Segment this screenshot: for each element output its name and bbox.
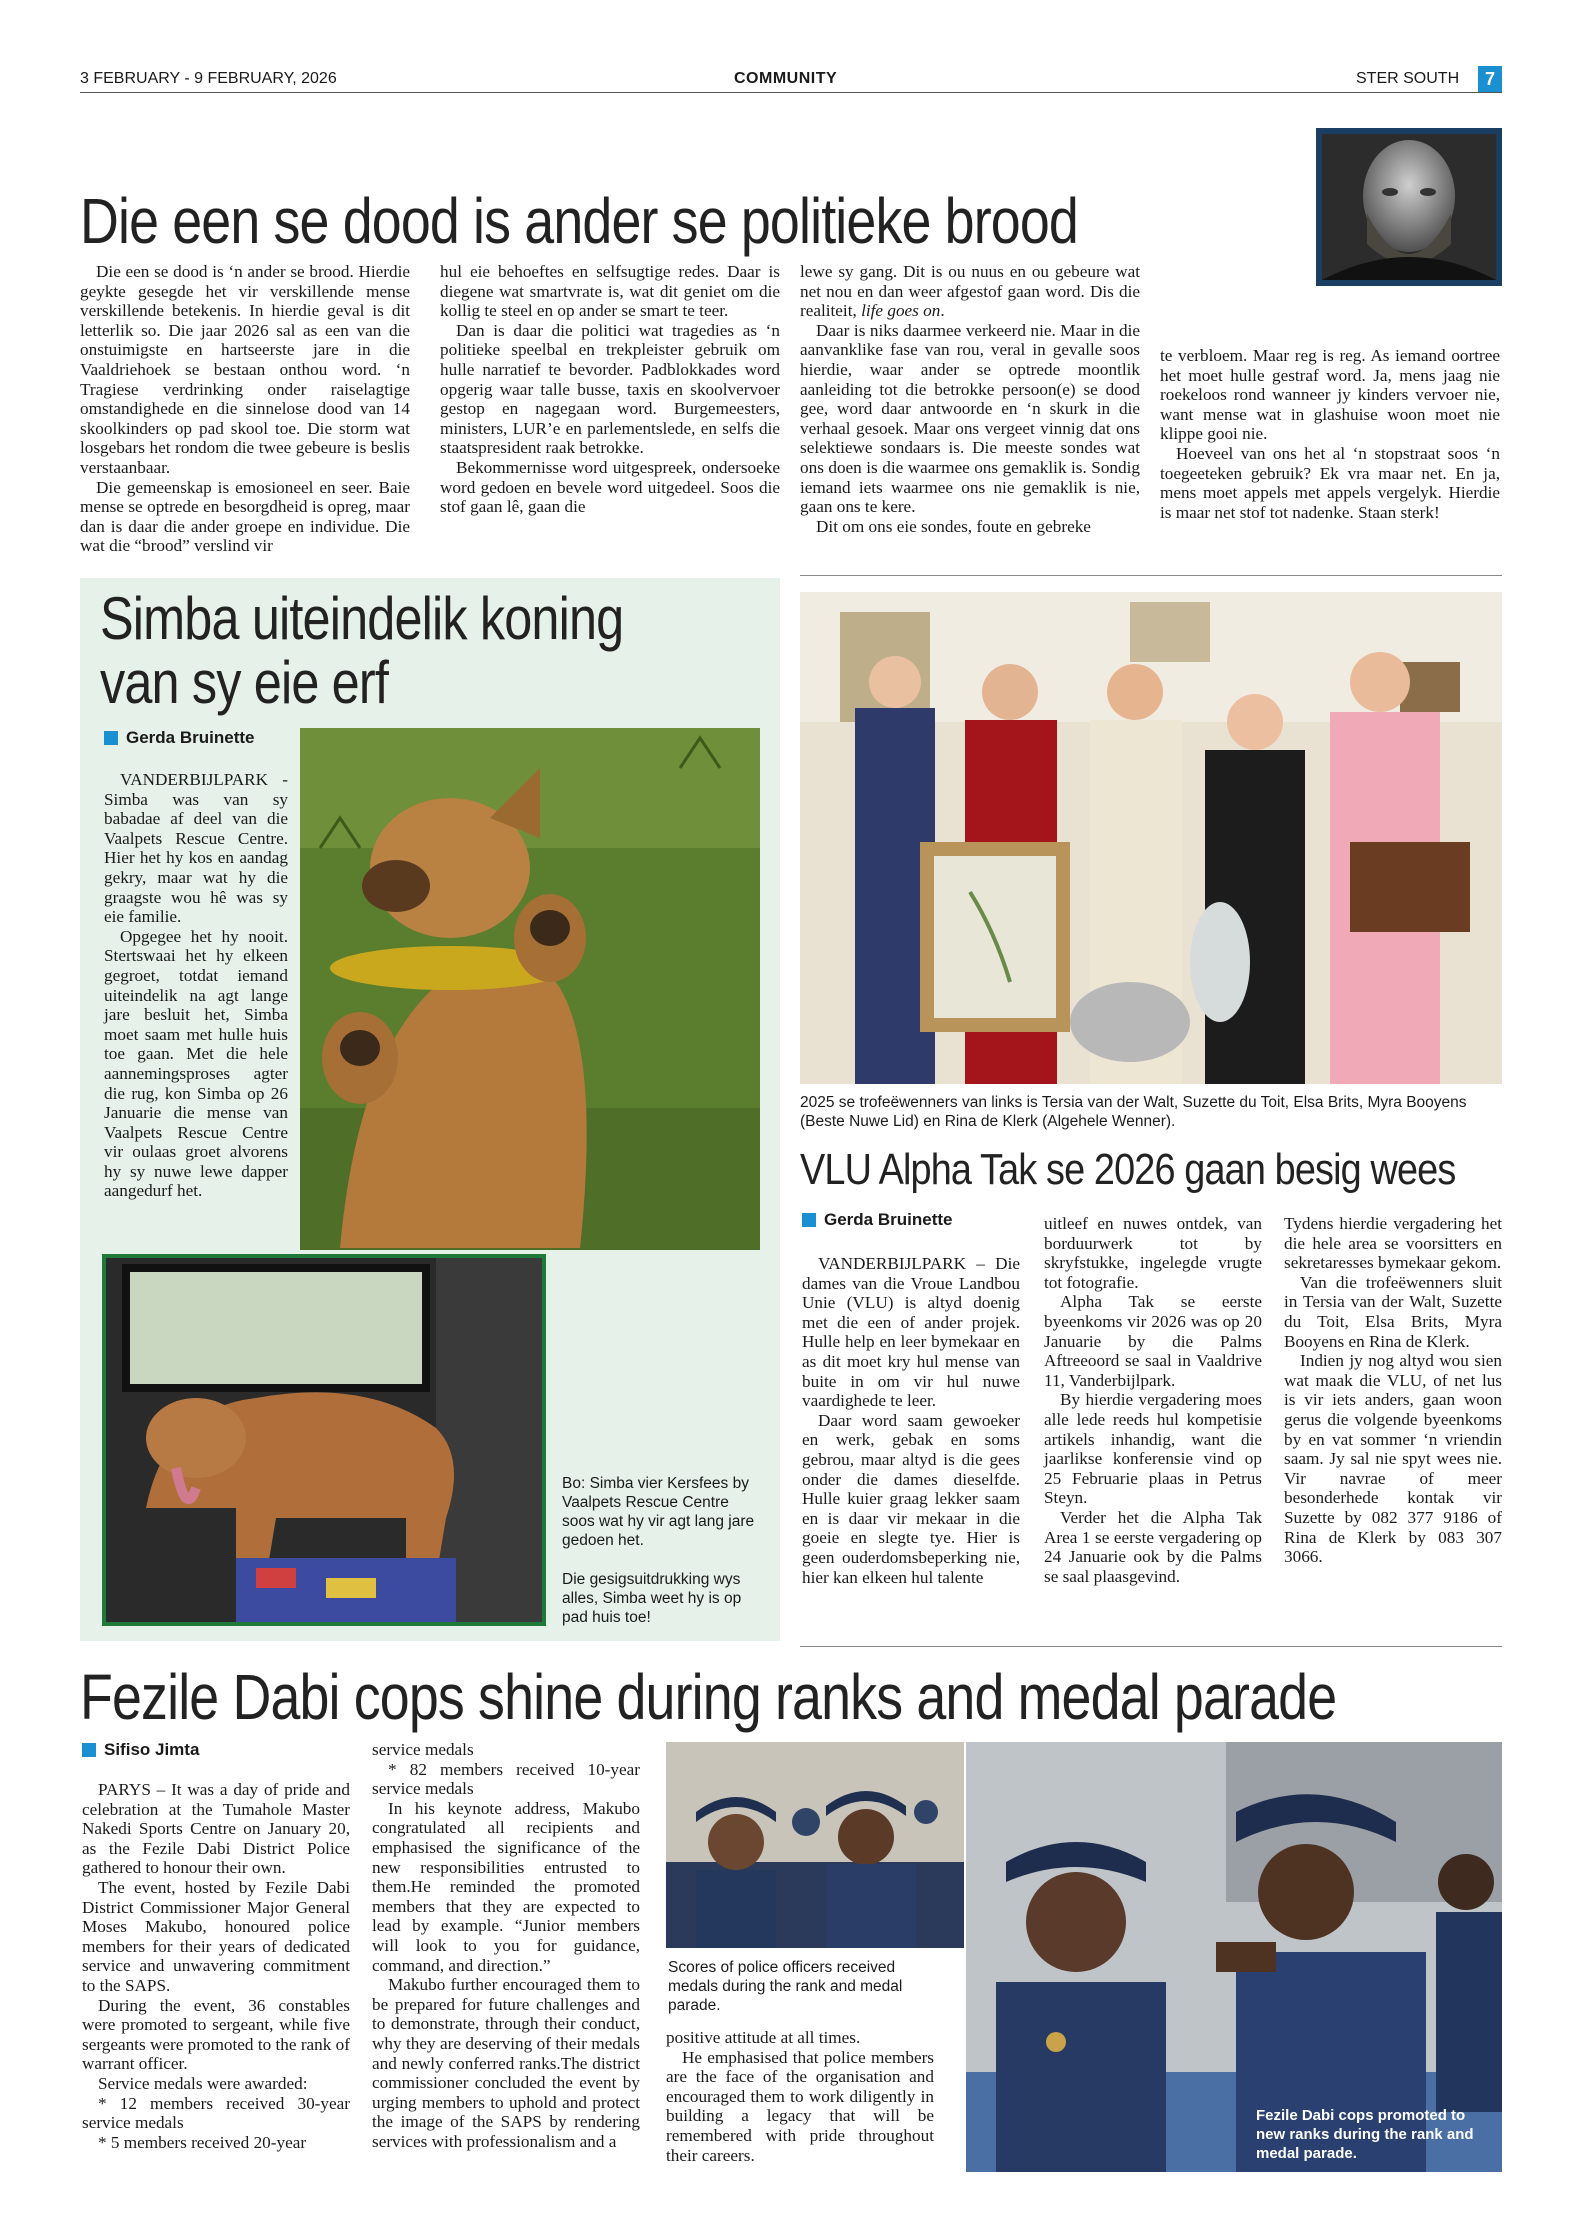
simba-headline-line1: Simba uiteindelik koning — [100, 585, 624, 652]
header-rule — [80, 92, 1502, 93]
paragraph: PARYS – It was a day of pride and celebration at the Tumahole Master Nakedi Sports Centre on January 20, as the Fezile Dabi District Police gathered to honour their own. — [82, 1780, 350, 1878]
column-text-col3 — [800, 262, 1140, 536]
police-photo-small — [666, 1742, 964, 1948]
column-text-col1 — [80, 262, 410, 556]
vlu-headline: VLU Alpha Tak se 2026 gaan besig wees — [800, 1145, 1456, 1194]
simba-caption-1: Bo: Simba vier Kersfees by Vaalpets Rescue Centre soos wat hy vir agt lang jare gedoen het. — [562, 1475, 755, 1549]
simba-photo-car — [102, 1254, 546, 1626]
header-page-number: 7 — [1478, 66, 1502, 92]
simba-grass-image — [300, 728, 760, 1250]
paragraph: Verder het die Alpha Tak Area 1 se eerste vergadering op 24 Januarie ook by die Palms se saal plaasgevind. — [1044, 1507, 1262, 1586]
column-headline: Die een se dood is ander se politieke brood — [80, 185, 1078, 257]
portrait-image — [1322, 134, 1496, 280]
police-caption-overlay: Fezile Dabi cops promoted to new ranks during the rank and medal parade. — [1256, 2107, 1474, 2162]
paragraph: Tydens hierdie vergadering het die hele area se voorsitters en sekretaresses bymekaar gekom. — [1284, 1214, 1502, 1273]
paragraph: He emphasised that police members are the face of the organisation and encouraged them to work diligently in building a legacy that will be remembered with pride throughout their careers. — [666, 2047, 934, 2165]
paragraph: VANDERBIJLPARK – Die dames van die Vroue Landbou Unie (VLU) is altyd doenig met die een of ander projek. Hulle help en leer bymekaar en as dit moet kry hul mense van buite in om vir hul nuwe vaardighede te leer. — [802, 1254, 1020, 1411]
text-run: . — [940, 301, 945, 321]
paragraph: By hierdie vergadering moes alle lede reeds hul kompetisie artikels inhandig, want die jaarlikse konferensie vind op 25 Februarie plaas in Petrus Steyn. — [1044, 1390, 1262, 1508]
police-col3 — [666, 2028, 934, 2165]
vlu-col1 — [802, 1254, 1020, 1587]
paragraph — [800, 262, 1140, 321]
byline-marker — [82, 1743, 96, 1757]
byline-marker — [104, 731, 118, 745]
paragraph: service medals — [372, 1740, 474, 1759]
vlu-winners-image — [800, 592, 1502, 1084]
paragraph: In his keynote address, Makubo congratulated all recipients and emphasised the significance of the new responsibilities entrusted to them.He reminded the promoted members that they are expected to lead by example. “Junior members will look to you for guidance, command, and direction.” — [372, 1798, 640, 1975]
simba-body — [104, 770, 288, 1201]
paragraph: Dit om ons eie sondes, foute en gebreke — [816, 516, 1091, 536]
paragraph: Hoeveel van ons het al ‘n stopstraat soos ‘n toegeeteken gebruik? Ek vra maar net. En ja, mens moet appels met appels vergelyk. Hierdie is maar net stof tot nadenke. Staan sterk! — [1160, 443, 1500, 522]
police-col2 — [372, 1740, 640, 2151]
paragraph: * 82 members received 10-year service medals — [372, 1759, 640, 1799]
paragraph: positive attitude at all times. — [666, 2028, 861, 2047]
paragraph: Indien jy nog altyd wou sien wat maak die VLU, of net lus is vir iets anders, gaan woon gerus die volgende byeenkoms by en vat sommer ‘n vriendin saam. Jy sal nie spyt wees nie. Vir navrae of meer besonderhede kontak vir Suzette by 082 377 9186 of Rina de Klerk by 083 307 3066. — [1284, 1351, 1502, 1567]
byline-marker — [802, 1213, 816, 1227]
paragraph: Van die trofeëwenners sluit in Tersia van der Walt, Suzette du Toit, Elsa Brits, Myra Booyens en Rina de Klerk. — [1284, 1272, 1502, 1351]
paragraph: * 12 members received 30-year service medals — [82, 2093, 350, 2133]
byline-author: Sifiso Jimta — [104, 1740, 200, 1759]
paragraph: Daar is niks daarmee verkeerd nie. Maar in die aanvanklike fase van rou, veral in gevalle soos hierdie, waar ander se optrede moontlik aanleiding tot die betrokke persoon(e) se dood gee, word daar antwoorde en ‘n skurk in die verhaal gesoek. Maar ons vergeet vinnig dat ons selektiewe sondaars is. Die meeste sondes wat ons doen is die waarmee ons gemaklik is. Sondig iemand iets waarmee ons nie gemaklik is nie, gaan ons te kere. — [800, 320, 1140, 517]
paragraph: Dan is daar die politici wat tragedies as ‘n politieke speelbal en trekpleister gebruik om hulle narratief te bevorder. Padblokkades word opgerig waar talle busse, taxis en skoolvervoer gestop en nagegaan word. Burgemeesters, ministers, LUR’e en parlementslede, en selfs die staatspresident raak betrokke. — [440, 320, 780, 458]
vlu-photo — [800, 592, 1502, 1084]
police-medals-image — [666, 1742, 964, 1948]
police-headline: Fezile Dabi cops shine during ranks and medal parade — [80, 1661, 1337, 1733]
byline-author: Gerda Bruinette — [126, 728, 255, 747]
vlu-col3 — [1284, 1214, 1502, 1567]
section-rule — [800, 575, 1502, 576]
paragraph: * 5 members received 20-year — [98, 2132, 307, 2152]
byline-author: Gerda Bruinette — [824, 1210, 953, 1229]
section-rule — [800, 1646, 1502, 1647]
paragraph: te verbloem. Maar reg is reg. As iemand oortree het moet hulle gestraf word. Ja, mens jaag nie roekeloos rond wanneer jy kinders vervoer nie, want mense wat in glashuise woon moet nie klippe gooi nie. — [1160, 346, 1500, 444]
paragraph: Opgegee het hy nooit. Stertswaai het hy elkeen gegroet, totdat iemand uiteindelik na agt lange jare besluit het, Simba moet saam met hulle huis toe gaan. Met die hele aannemingsproses agter die rug, kon Simba op 26 Januarie die mense van Vaalpets Rescue Centre vir oulaas groet alvorens hy sy nuwe lewe dapper aangedurf het. — [104, 926, 288, 1201]
simba-headline-line2: van sy eie erf — [100, 649, 388, 716]
paragraph: VANDERBIJLPARK - Simba was van sy babadae af deel van die Vaalpets Rescue Centre. Hier het hy kos en aandag gekry, maar wat hy die graagste wou hê was sy eie familie. — [104, 770, 288, 927]
paragraph: Makubo further encouraged them to be prepared for future challenges and to demonstrate, through their conduct, why they are deserving of their medals and newly conferred ranks.The district commissioner concluded the event by urging members to uphold and protect the image of the SAPS by rendering services with professionalism and a — [372, 1975, 640, 2151]
paragraph: During the event, 36 constables were promoted to sergeant, while five sergeants were promoted to the rank of warrant officer. — [82, 1995, 350, 2074]
paragraph: Die een se dood is ‘n ander se brood. Hierdie geykte gesegde het vir verskillende mense verskillende betekenis. In hierdie geval is dit letterlik so. Die jaar 2026 sal as een van die onstuimigste en hartseerste jare in die Vaaldriehoek se bestaan onthou word. ‘n Tragiese verdrinking onder raiselagtige omstandighede en die sinnelose dood van 14 skoolkinders op pad skool toe. Die storm wat losgebars het rondom die twee gebeure is beslis verstaanbaar. — [80, 262, 410, 477]
header-section: COMMUNITY — [734, 70, 838, 87]
text-run: lewe sy gang. Dit is ou nuus en ou gebeure wat net nou en dan weer afgestof gaan word. Dis die realiteit, — [800, 262, 1140, 321]
paragraph: Alpha Tak se eerste byeenkoms vir 2026 was op 20 Januarie by die Palms Aftreeoord se saal in Vaaldrive 11, Vanderbijlpark. — [1044, 1292, 1262, 1390]
column-text-col2 — [440, 262, 780, 517]
police-byline — [82, 1740, 199, 1760]
simba-photo-grass — [300, 728, 760, 1250]
columnist-portrait — [1316, 128, 1502, 286]
column-text-col4 — [1160, 346, 1500, 522]
vlu-col2 — [1044, 1214, 1262, 1586]
paragraph: Bekommernisse word uitgespreek, ondersoeke word gedoen en bevele word uitgedeel. Soos die stof gaan lê, gaan die — [440, 457, 780, 517]
paragraph: Die gemeenskap is emosioneel en seer. Baie mense se optrede en besorgdheid is opreg, maar dan is daar die ander groepe en individue. Die wat die “brood” verslind vir — [80, 477, 410, 556]
header-date: 3 FEBRUARY - 9 FEBRUARY, 2026 — [80, 70, 337, 87]
paragraph: uitleef en nuwes ontdek, van borduurwerk tot by skryfstukke, ingelegde vrugte tot fotografie. — [1044, 1214, 1262, 1292]
vlu-photo-caption: 2025 se trofeëwenners van links is Tersia van der Walt, Suzette du Toit, Elsa Brits, Myra Booyens (Beste Nuwe Lid) en Rina de Klerk (Algehele Wenner). — [800, 1094, 1467, 1130]
police-caption-small: Scores of police officers received medals during the rank and medal parade. — [668, 1959, 903, 2014]
paragraph: The event, hosted by Fezile Dabi District Commissioner Major General Moses Makubo, honoured police members for their years of dedicated service and unwavering commitment to the SAPS. — [82, 1877, 350, 1995]
simba-caption-2: Die gesigsuitdrukking wys alles, Simba weet hy is op pad huis toe! — [562, 1571, 742, 1626]
paragraph: hul eie behoeftes en selfsugtige redes. Daar is diegene wat smartvrate is, wat dit geniet om die kollig te steel en op ander se smart te teer. — [440, 262, 780, 321]
header-publication: STER SOUTH — [1356, 70, 1460, 87]
police-col1 — [82, 1780, 350, 2152]
simba-car-image — [106, 1258, 542, 1622]
paragraph: Service medals were awarded: — [98, 2073, 308, 2093]
simba-byline — [104, 728, 254, 748]
italic-run: life goes on — [861, 301, 941, 321]
paragraph: Daar word saam gewoeker en werk, gebak en soms gebrou, maar altyd is die gees onder die dames dieselfde. Hulle kuier graag lekker saam en is daar vir mekaar in die goeie en slegte tye. Hier is geen ouderdomsbeperking nie, hier kan elkeen hul talente — [802, 1410, 1020, 1587]
vlu-byline — [802, 1210, 952, 1230]
